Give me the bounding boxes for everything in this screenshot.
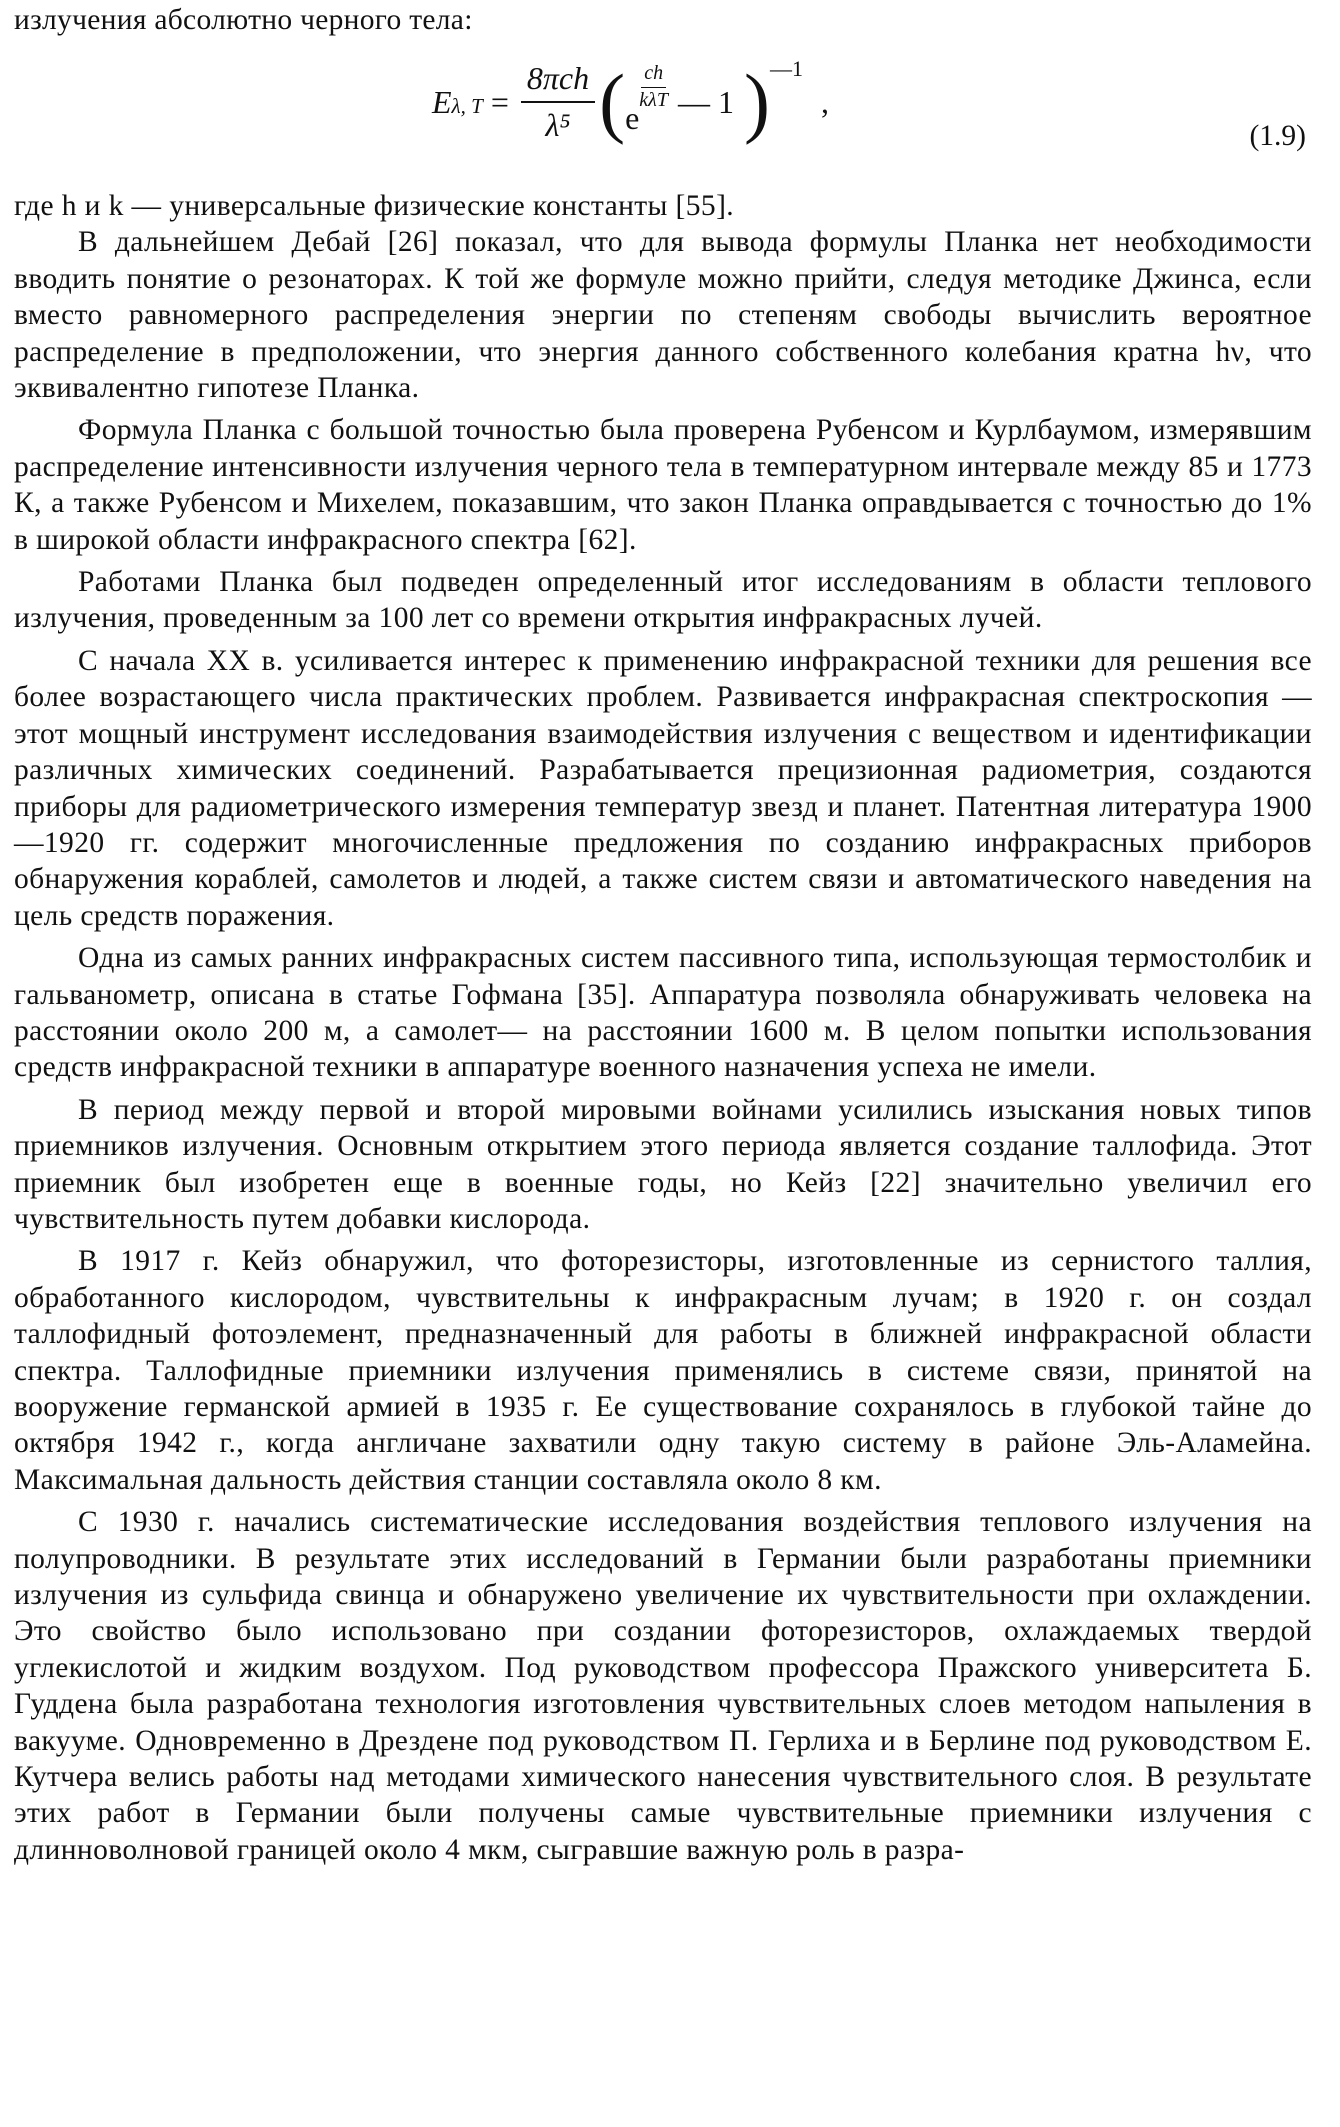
formula-lhs <box>432 84 483 121</box>
paragraph-hofmann: Одна из самых ранних инфракрасных систем пассивного типа, использующая термостолбик и гальванометр, описана в статье Гофмана [35]. Аппаратура позволяла обнаруживать человека на расстоянии около 200 м, а самолет— на расстоянии 1600 м. В целом попытки использования средств инфракрасной техники в аппаратуре военного назначения успеха не имели. <box>14 942 1312 1084</box>
equation-number: (1.9) <box>1249 120 1306 152</box>
formula-inner <box>625 61 744 137</box>
paragraph-xx-century: С начала XX в. усиливается интерес к применению инфракрасной техники для решения все более возрастающего числа практических проблем. Развивается инфракрасная спектроскопия — этот мощный инструмент исследования взаимодействия излучения с веществом и идентификации различных химических соединений. Разрабатывается прецизионная радиометрия, создаются приборы для радиометрического измерения температур звезд и планет. Патентная литература 1900—1920 гг. содержит многочисленные предложения по созданию инфракрасных приборов обнаружения кораблей, самолетов и людей, а также систем связи и автоматического наведения на цель средств поражения. <box>14 644 1312 932</box>
formula-open-paren: ( <box>599 58 626 145</box>
formula-exponent-numerator: ch <box>641 62 666 88</box>
formula-fraction-numerator: 8πch <box>521 60 595 103</box>
formula-equals: = <box>490 83 509 120</box>
paragraph-case-1917: В 1917 г. Кейз обнаружил, что фоторезисторы, изготовленные из сернистого таллия, обработанного кислородом, чувствительны к инфракрасным лучам; в 1920 г. он создал таллофидный фотоэлемент, предназначенный для работы в ближней инфракрасной области спектра. Таллофидные приемники излучения применялись в системе связи, принятой на вооружение германской армией в 1935 г. Ее существование сохранялось в глубокой тайне до октября 1942 г., когда англичане захватили одну такую систему в районе Эль-Аламейна. Максимальная дальность действия станции составляла около 8 км. <box>14 1245 1312 1496</box>
paragraph-semiconductors: С 1930 г. начались систематические исследования воздействия теплового излучения на полупроводники. В результате этих исследований в Германии были разработаны приемники излучения из сульфида свинца и обнаружено увеличение их чувствительности при охлаждении. Это свойство было использовано при создании фоторезисторов, охлаждаемых твердой углекислотой и жидким воздухом. Под руководством профессора Пражского университета Б. Гуддена была разработана технология изготовления чувствительных слоев методом напыления в вакууме. Одновременно в Дрездене под руководством П. Герлиха и в Берлине под руководством Е. Кутчера велись работы над методами химического нанесения чувствительного слоя. В результате этих работ в Германии были получены самые чувствительные приемники излучения с длинноволновой границей около 4 мкм, сыгравшие важную роль в разра- <box>14 1506 1312 1866</box>
formula-exponential <box>625 61 668 137</box>
paragraph-constants: где h и k — универсальные физические константы [55]. <box>14 190 735 222</box>
formula-lhs-subscript: λ, T <box>451 93 483 118</box>
paragraph-thallofide: В период между первой и второй мировыми войнами усилились изыскания новых типов приемников излучения. Основным открытием этого периода является создание таллофида. Этот приемник был изобретен еще в военные годы, но Кейз [22] значительно увеличил его чувствительность путем добавки кислорода. <box>14 1093 1312 1235</box>
formula-fraction-denominator: λ⁵ <box>545 107 571 143</box>
paragraph-planck-summary: Работами Планка был подведен определенный итог исследованиям в области теплового излучения, проведенным за 100 лет со времени открытия инфракрасных лучей. <box>14 566 1312 635</box>
paragraph-debye: В дальнейшем Дебай [26] показал, что для вывода формулы Планка нет необходимости вводить понятие о резонаторах. К той же формуле можно прийти, следуя методике Джинса, если вместо равномерного распределения энергии по степеням свободы вычислить вероятное распределение в предположении, что энергия данного собственного колебания кратна hν, что эквивалентно гипотезе Планка. <box>14 226 1312 405</box>
formula-fraction <box>521 60 595 144</box>
formula-exponent-fraction <box>639 62 668 112</box>
formula-exp-base: e <box>625 99 640 136</box>
formula-outer-exponent: —1 <box>769 56 803 81</box>
formula-close-paren: ) <box>743 58 770 145</box>
formula-exponent-denominator: kλT <box>639 88 668 111</box>
formula-minus-one: — 1 <box>677 83 734 120</box>
paragraph-rubens: Формула Планка с большой точностью была проверена Рубенсом и Курлбаумом, измерявшим распределение интенсивности излучения черного тела в температурном интервале между 85 и 1773 К, а также Рубенсом и Михелем, показавшим, что закон Планка оправдывается с точностью до 1% в широкой области инфракрасного спектра [62]. <box>14 414 1312 556</box>
planck-formula <box>432 56 829 145</box>
intro-line: излучения абсолютно черного тела: <box>14 4 473 36</box>
formula-comma: , <box>820 83 829 120</box>
equation-block <box>14 38 1312 188</box>
formula-lhs-symbol: E <box>432 83 452 120</box>
